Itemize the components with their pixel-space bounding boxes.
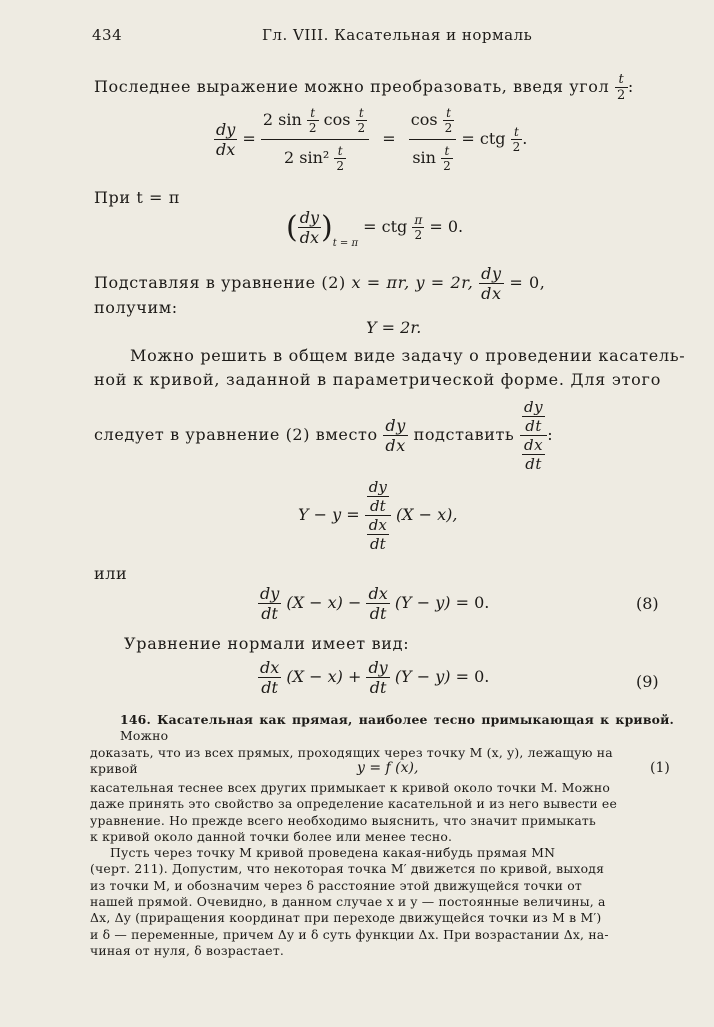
equation-1: y = f (x), bbox=[357, 760, 419, 776]
frac-num: dx bbox=[368, 584, 388, 603]
body-line: из точки M, и обозначим через δ расстояние этой движущейся точки от bbox=[90, 877, 582, 893]
frac-num: t bbox=[511, 125, 523, 140]
Y-minus-y: Y − y = bbox=[298, 505, 360, 524]
equation-number-9: (9) bbox=[636, 672, 659, 691]
p5-a: следует в уравнение (2) вместо bbox=[94, 425, 378, 444]
frac-num bbox=[409, 106, 457, 140]
fraction-dy-dt bbox=[258, 584, 281, 623]
eq-zero: = 0. bbox=[429, 217, 464, 236]
body-line: чиная от нуля, δ возрастает. bbox=[90, 942, 285, 958]
equation-number-1: (1) bbox=[650, 760, 670, 776]
paragraph-5-line3 bbox=[94, 398, 553, 473]
frac-num: dx bbox=[368, 516, 387, 534]
frac-den: 2 bbox=[308, 121, 317, 135]
frac-den bbox=[261, 140, 369, 173]
body-line: Пусть через точку M кривой проведена какая-нибудь прямая MN bbox=[110, 845, 556, 861]
frac-num: dy bbox=[260, 584, 280, 603]
section-line: кривой bbox=[90, 760, 138, 776]
fraction-t-2 bbox=[334, 144, 346, 173]
X-minus-x: (X − x) bbox=[286, 667, 343, 686]
frac-den: 2 bbox=[443, 159, 451, 173]
fraction-t-2 bbox=[356, 106, 368, 135]
subscript: t = π bbox=[332, 238, 359, 249]
running-head: Гл. VIII. Касательная и нормаль bbox=[262, 26, 533, 44]
paragraph-5-line2: ной к кривой, заданной в параметрической форме. Для этого bbox=[94, 370, 662, 389]
fraction-dx-dt bbox=[522, 436, 545, 473]
cos: cos bbox=[323, 110, 351, 129]
frac-den bbox=[409, 140, 457, 173]
body-line: нашей прямой. Очевидно, в данном случае x и y — постоянные величины, а bbox=[90, 894, 606, 910]
X-minus-x: (X − x), bbox=[395, 505, 458, 524]
section-heading-tail: Можно bbox=[120, 728, 169, 744]
body-line: и δ — переменные, причем Δy и δ суть функции Δx. При возрастании Δx, на- bbox=[90, 926, 609, 942]
p3-eq: x = πr, y = 2r, bbox=[351, 273, 474, 292]
fraction-t-2 bbox=[511, 125, 523, 154]
frac-den bbox=[365, 516, 391, 553]
frac-num: dx bbox=[260, 658, 280, 677]
body-line: уравнение. Но прежде всего необходимо выяснить, что значит примыкать bbox=[90, 812, 596, 828]
p3-tail: = 0, bbox=[509, 273, 546, 292]
X-minus-x: (X − x) bbox=[286, 593, 343, 612]
frac-den: dx bbox=[385, 436, 406, 455]
frac-den: 2 bbox=[357, 121, 366, 135]
frac-den: dx bbox=[216, 140, 236, 159]
body-line: даже принять это свойство за определение касательной и из него вывести ее bbox=[90, 796, 617, 812]
equation-8 bbox=[258, 584, 489, 623]
fraction-dy-dx bbox=[383, 416, 407, 455]
p5-b: подставить bbox=[413, 425, 515, 444]
Y-minus-y: (Y − y) bbox=[394, 593, 451, 612]
fraction-dy-dt bbox=[367, 478, 389, 515]
frac-num: t bbox=[443, 106, 455, 121]
period: . bbox=[522, 129, 528, 148]
fraction-t-2 bbox=[615, 72, 628, 103]
page-number: 434 bbox=[92, 26, 123, 44]
equals: = bbox=[382, 129, 396, 148]
frac-num: dy bbox=[216, 120, 236, 139]
frac-num: π bbox=[414, 213, 423, 227]
frac-num: t bbox=[615, 72, 628, 88]
paragraph-6: или bbox=[94, 564, 128, 583]
body-line: (черт. 211). Допустим, что некоторая точка M′ движется по кривой, выходя bbox=[90, 861, 605, 877]
equals: = bbox=[242, 129, 256, 148]
fraction-t-2 bbox=[441, 144, 453, 173]
cos: cos bbox=[410, 110, 438, 129]
frac-num: dy bbox=[368, 478, 387, 496]
equation-ctg bbox=[214, 106, 527, 173]
fraction-dx-dt bbox=[367, 516, 389, 553]
p3-prefix: Подставляя в уравнение (2) bbox=[94, 273, 346, 292]
eq-zero: = 0. bbox=[455, 593, 490, 612]
body-line: касательная теснее всех других примыкает к кривой около точки M. Можно bbox=[90, 780, 611, 795]
fraction-dx-dt bbox=[258, 658, 281, 697]
frac-den: 2 bbox=[512, 140, 521, 154]
body-line: Δx, Δy (приращения координат при переходе движущейся точки из M в M′) bbox=[90, 910, 602, 926]
frac-den: dt bbox=[369, 604, 387, 623]
equals: = bbox=[461, 129, 475, 148]
section-line: доказать, что из всех прямых, проходящих через точку M (x, y), лежащую на bbox=[90, 744, 613, 760]
frac-num: t bbox=[356, 106, 368, 121]
two-sin-sq: 2 sin² bbox=[283, 148, 330, 167]
eq-zero: = 0. bbox=[455, 667, 490, 686]
fraction-t-2 bbox=[443, 106, 455, 135]
frac-den: dt bbox=[369, 497, 386, 515]
frac-num: dy bbox=[385, 416, 406, 435]
colon: : bbox=[627, 77, 634, 96]
colon: : bbox=[547, 425, 554, 444]
fraction-pi-2 bbox=[412, 213, 424, 242]
equation-Y: Y = 2r. bbox=[366, 318, 422, 337]
frac-num: t bbox=[441, 144, 453, 159]
equation-9 bbox=[258, 658, 489, 697]
frac-den: 2 bbox=[616, 88, 626, 103]
plus: + bbox=[347, 667, 362, 686]
paragraph-5-line1: Можно решить в общем виде задачу о проведении касатель- bbox=[130, 346, 686, 365]
frac-num bbox=[365, 478, 391, 516]
fraction-compound bbox=[520, 398, 547, 473]
equation-at-pi bbox=[286, 208, 463, 249]
fraction-dy-dt bbox=[522, 398, 545, 435]
frac-num: dy bbox=[481, 264, 502, 283]
fraction-dy-dx bbox=[479, 264, 503, 303]
body-line: к кривой около данной точки более или менее тесно. bbox=[90, 828, 453, 844]
paragraph-4: получим: bbox=[94, 298, 178, 317]
frac-den: dt bbox=[261, 604, 278, 623]
ctg: ctg bbox=[381, 217, 408, 236]
fraction-dy-dx bbox=[298, 208, 321, 247]
frac-den: dt bbox=[261, 678, 278, 697]
paragraph-1-text: Последнее выражение можно преобразовать, введя угол bbox=[94, 77, 610, 96]
fraction-dy-dx bbox=[214, 120, 237, 159]
frac-num: dy bbox=[299, 208, 319, 227]
equals: = bbox=[363, 217, 377, 236]
paragraph-1 bbox=[94, 72, 634, 103]
minus: − bbox=[347, 593, 362, 612]
frac-den: dt bbox=[369, 535, 386, 553]
frac-den: 2 bbox=[444, 121, 453, 135]
frac-num: t bbox=[307, 106, 319, 121]
section-heading-line bbox=[120, 712, 674, 745]
frac-num: dy bbox=[523, 398, 544, 416]
sin: sin bbox=[412, 148, 436, 167]
fraction-big-1 bbox=[261, 106, 369, 173]
frac-den: dt bbox=[525, 417, 543, 435]
Y-minus-y: (Y − y) bbox=[394, 667, 451, 686]
paren-close: ) bbox=[321, 210, 333, 245]
fraction-t-2 bbox=[307, 106, 319, 135]
section-146-body bbox=[90, 780, 674, 959]
frac-den bbox=[520, 436, 547, 473]
frac-num bbox=[261, 106, 369, 140]
frac-num bbox=[520, 398, 547, 436]
equation-number-8: (8) bbox=[636, 594, 659, 613]
ctg: ctg bbox=[479, 129, 506, 148]
paragraph-7: Уравнение нормали имеет вид: bbox=[124, 634, 410, 653]
frac-den: 2 bbox=[414, 228, 423, 242]
paren-open: ( bbox=[286, 210, 298, 245]
frac-den: dx bbox=[299, 228, 319, 247]
frac-den: 2 bbox=[336, 159, 345, 173]
fraction-dy-dt bbox=[366, 658, 389, 697]
fraction-compound bbox=[365, 478, 391, 553]
fraction-dx-dt bbox=[366, 584, 389, 623]
frac-den: dt bbox=[525, 455, 543, 473]
frac-den: dt bbox=[369, 678, 387, 697]
two-sin: 2 sin bbox=[262, 110, 302, 129]
section-heading: 146. Касательная как прямая, наиболее тесно примыкающая к кривой. bbox=[120, 712, 674, 727]
frac-num: t bbox=[334, 144, 346, 159]
fraction-big-2 bbox=[409, 106, 457, 173]
paragraph-2: При t = π bbox=[94, 188, 180, 207]
frac-num: dx bbox=[523, 436, 544, 454]
frac-den: dx bbox=[481, 284, 502, 303]
frac-num: dy bbox=[368, 658, 388, 677]
equation-tangent-param bbox=[298, 478, 458, 553]
